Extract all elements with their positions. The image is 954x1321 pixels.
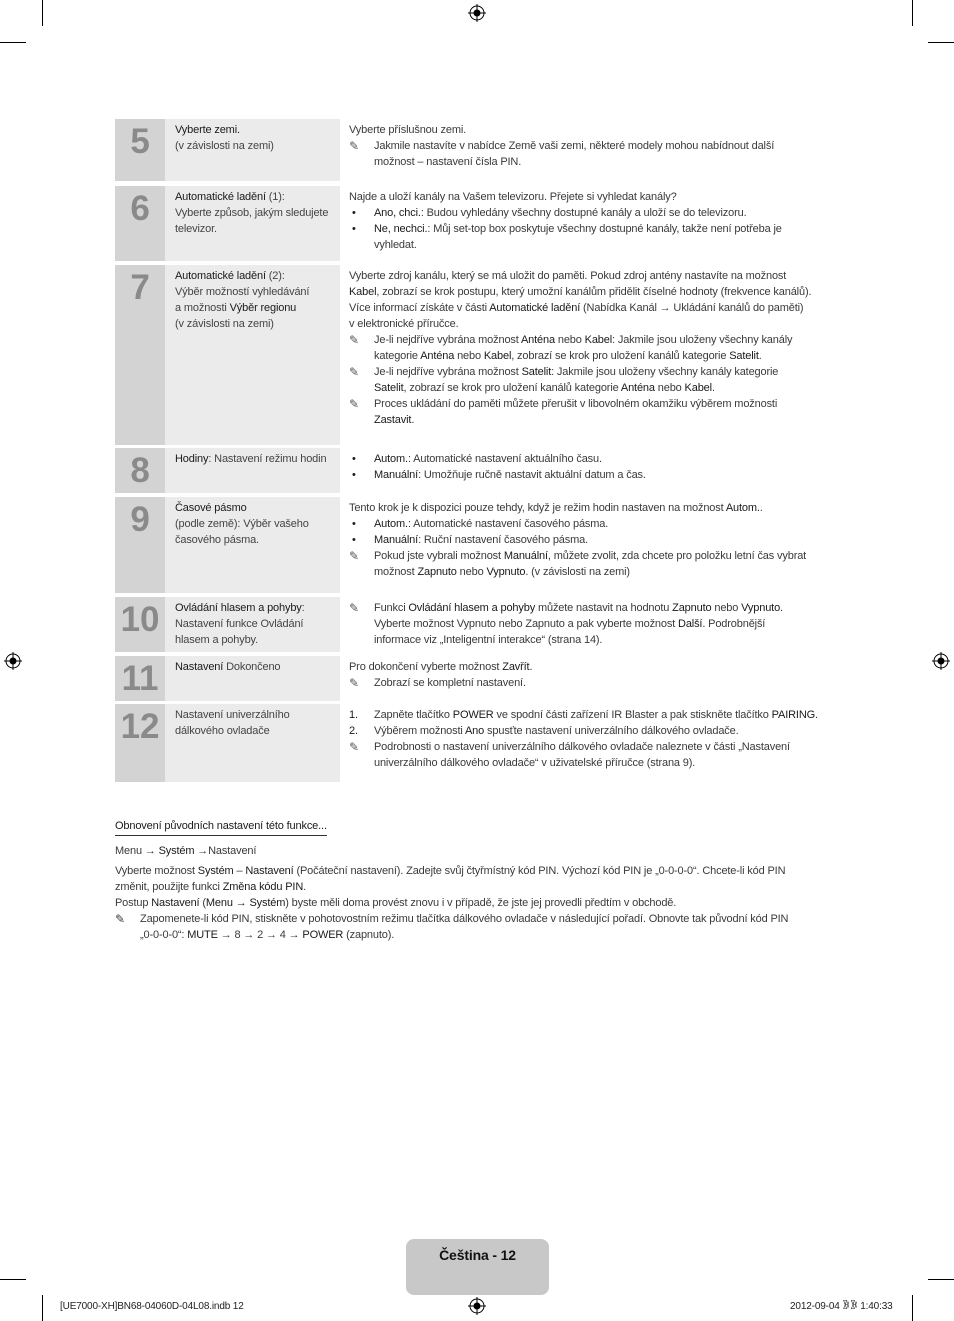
text-line [349,364,827,380]
text-line [349,380,827,396]
text: kategorie [374,350,421,362]
text-line [349,138,827,154]
text: hlasem a pohyby. [175,634,259,646]
bold-text: Autom. [725,502,760,514]
step-description [349,119,827,170]
step-description [349,448,827,483]
step-number: 8 [115,448,165,493]
step-title [165,186,340,261]
crop-mark [0,42,26,43]
text-line [349,723,827,739]
bullet-icon: • [352,469,356,481]
text-line [349,412,827,428]
text-line [175,600,334,616]
text: (Počáteční nastavení). Zadejte svůj čtyřmístný kód PIN. Výchozí kód PIN je „0-0-0-0“. Chcete-li kód PIN [293,865,786,877]
bold-text: MUTE [187,929,218,941]
note-pencil-icon: ✎ [349,139,359,153]
text-line [115,927,835,943]
crop-mark [928,1279,954,1280]
step-number: 7 [115,265,165,445]
text-line [175,300,334,316]
text-line [349,284,827,300]
bold-text: Nastavení [151,897,200,909]
text-line [175,284,334,300]
step-row [115,448,825,493]
text: Nastavení univerzálního [175,709,290,721]
text: →Nastavení [194,845,257,857]
text-line [349,237,827,253]
crop-mark [0,1279,26,1280]
text-line [349,564,827,580]
reset-heading [115,818,835,836]
text: a možnosti [175,302,230,314]
step-number: 9 [115,497,165,593]
text-line [175,532,334,548]
step-description [349,704,827,771]
text: televizor. [175,223,217,235]
bold-text: Ovládání hlasem a pohyby [408,602,536,614]
text: : Jakmile jsou uloženy všechny kanály kategorie [551,366,779,378]
list-number: 1. [349,709,358,721]
text: (v závislosti na zemi) [175,318,274,330]
note-pencil-icon: ✎ [349,740,359,754]
text-line [349,739,827,755]
text: . (v závislosti na zemi) [525,566,630,578]
text-line [175,122,334,138]
registration-mark-icon [4,652,22,670]
text-line [349,659,827,675]
text: (2): [265,270,285,282]
text-line [175,632,334,648]
bold-text: Satelit [374,382,404,394]
text: Pro dokončení vyberte možnost [349,661,503,673]
text: dálkového ovladače [175,725,270,737]
bold-text: Kabel [684,382,712,394]
text: nebo [654,382,685,394]
text-line [115,911,835,927]
note-pencil-icon: ✎ [349,549,359,563]
text-line [349,500,827,516]
text: možnost [374,566,418,578]
text: , zobrazí se krok postupu, který umožní kanálům přidělit číselné hodnoty (frekvence kanálů). [376,286,812,298]
text-line [349,755,827,771]
bold-text: Manuální [374,534,419,546]
print-file-info: [UE7000-XH]BN68-04060D-04L08.indb 12 [60,1301,244,1312]
text: → 8 → 2 → 4 → [217,929,303,941]
text: Najde a uloží kanály na Vašem televizoru. Přejete si vyhledat kanály? [349,191,677,203]
text: můžete nastavit na hodnotu [535,602,673,614]
step-title [165,656,340,701]
note-pencil-icon: ✎ [349,333,359,347]
note-pencil-icon: ✎ [349,676,359,690]
text: : Jakmile jsou uloženy všechny kanály [612,334,793,346]
text: změnit, použijte funkci [115,881,223,893]
step-title [165,265,340,445]
step-description [349,597,827,648]
bold-text: Automatické ladění [175,270,266,282]
text: informace viz „Inteligentní interakce“ (strana 14). [374,634,603,646]
bold-text: Časové pásmo [175,502,247,514]
text: Vyberte možnost [115,865,198,877]
text-line [349,707,827,723]
note-pencil-icon: ✎ [349,365,359,379]
bold-text: Ovládání hlasem a pohyby [175,602,302,614]
text: ( [199,897,206,909]
text: : Umožňuje ručně nastavit aktuální datum a čas. [418,469,646,481]
text: Nastavení funkce Ovládání [175,618,304,630]
text: Tento krok je k dispozici pouze tehdy, když je režim hodin nastaven na možnost [349,502,726,514]
text-line [115,879,835,895]
bold-text: Výběr regionu [229,302,297,314]
text-line [349,675,827,691]
text: (1): [265,191,285,203]
text: , můžete zvolit, zda chcete pro položku letní čas vybrat [547,550,807,562]
bold-text: Změna kódu PIN [222,881,304,893]
text-line [349,316,827,332]
text-line [349,600,827,616]
text: Výběr možností vyhledávání [175,286,310,298]
text: Proces ukládání do paměti můžete přerušit v libovolném okamžiku výběrem možnosti [374,398,778,410]
bold-text: Ne, nechci. [374,223,428,235]
text: (zapnuto). [343,929,395,941]
text: časového pásma. [175,534,259,546]
text: Je-li nejdříve vybrána možnost [374,366,522,378]
text: . [411,414,415,426]
text: ) byste měli doma provést znovu i v případě, že jste jej provedli předtím v obchodě. [285,897,677,909]
text: Menu → [115,845,159,857]
menu-path [115,843,835,859]
text: . [758,350,762,362]
bold-text: Ano, chci. [374,207,421,219]
bold-text: Autom. [374,518,408,530]
text-line [349,154,827,170]
text-line [349,300,827,316]
step-title [165,704,340,782]
text: , zobrazí se krok pro uložení kanálů kategorie [511,350,730,362]
text: – [233,865,246,877]
print-date-info: 2012-09-04 ꐀꐀ 1:40:33 [790,1301,893,1312]
text: : Můj set-top box poskytuje všechny dostupné kanály, takže není potřeba je [427,223,782,235]
text-line [115,895,835,911]
bold-text: Nastavení [175,661,224,673]
crop-mark [912,0,913,26]
text: . [815,709,818,721]
text-line [175,616,334,632]
text-line [175,500,334,516]
text: Dokončeno [223,661,281,673]
text: : [301,602,305,614]
text-line [349,122,827,138]
text: nebo [454,350,484,362]
text: Postup [115,897,152,909]
reset-section [115,818,835,943]
text: (v závislosti na zemi) [175,140,274,152]
text: Podrobnosti o nastavení univerzálního dálkového ovladače naleznete v části „Nastavení [374,741,790,753]
text-line [175,659,334,675]
bold-text: Automatické ladění [489,302,581,314]
text-line [115,863,835,879]
text: v elektronické příručce. [349,318,459,330]
bullet-icon: • [352,453,356,465]
bold-text: Manuální [374,469,419,481]
reset-heading-text: Obnovení původních nastavení této funkce... [115,818,327,836]
text: Vyberte způsob, jakým sledujete [175,207,329,219]
text: Více informací získáte v části [349,302,490,314]
text: Zobrazí se kompletní nastavení. [374,677,526,689]
registration-mark-icon [468,4,486,22]
step-row [115,265,825,445]
bold-text: POWER [452,709,494,721]
text-line [349,616,827,632]
text: : Budou vyhledány všechny dostupné kanály a uloží se do televizoru. [420,207,747,219]
step-title [165,119,340,181]
text-line [349,548,827,564]
text-line [175,221,334,237]
text-line [175,707,334,723]
text: ve spodní části zařízení IR Blaster a pak stiskněte tlačítko [493,709,772,721]
text-line [175,205,334,221]
text: Zapomenete-li kód PIN, stiskněte v pohotovostním režimu tlačítka dálkového ovladače v následující pořadí. Obnovte tak původní kód PIN [140,913,789,925]
step-description [349,656,827,691]
page-number-tab [406,1239,549,1295]
text: , zobrazí se krok pro uložení kanálů kategorie [403,382,621,394]
text: Vyberte možnost Vypnuto nebo Zapnuto a pak vyberte možnost [374,618,679,630]
text: Zapněte tlačítko [374,709,453,721]
bold-text: Kabel [584,334,613,346]
text: . [529,661,533,673]
bold-text: Vypnuto [741,602,781,614]
step-row [115,186,825,261]
text-line [175,268,334,284]
text-line [349,221,827,237]
text-line [349,332,827,348]
bold-text: Ano [465,725,485,737]
bold-text: Hodiny [175,453,209,465]
bold-text: POWER [302,929,344,941]
step-description [349,265,827,428]
text-line [175,138,334,154]
bold-text: Satelit [521,366,552,378]
step-row [115,119,825,181]
bullet-icon: • [352,518,356,530]
step-row [115,497,825,593]
bullet-icon: • [352,223,356,235]
bold-text: Nastavení [245,865,294,877]
text-line [349,205,827,221]
text: . Podrobnější [702,618,766,630]
text: Je-li nejdříve vybrána možnost [374,334,521,346]
text: univerzálního dálkového ovladače“ v uživatelské příručce (strana 9). [374,757,696,769]
text-line [349,189,827,205]
text-line [349,348,827,364]
text: Vyberte zdroj kanálu, který se má uložit do paměti. Pokud zdroj antény nastavíte na možnost [349,270,787,282]
text-line [349,268,827,284]
text-line [349,451,827,467]
bold-text: Vyberte zemi. [175,124,240,136]
text: . [711,382,715,394]
text: nebo [456,566,487,578]
text: vyhledat. [374,239,417,251]
crop-mark [912,1295,913,1321]
crop-mark [928,42,954,43]
bold-text: Menu → Systém [205,897,286,909]
bold-text: Kabel [483,350,512,362]
bold-text: Zapnuto [672,602,712,614]
step-number: 5 [115,119,165,181]
bold-text: Systém [158,845,195,857]
bold-text: Systém [197,865,234,877]
text-line [175,723,334,739]
step-title [165,497,340,593]
step-number: 10 [115,597,165,652]
text: (Nabídka Kanál → Ukládání kanálů do paměti) [580,302,804,314]
text: : Ruční nastavení časového pásma. [418,534,588,546]
step-title [165,597,340,652]
text: Vyberte příslušnou zemi. [349,124,467,136]
step-number: 11 [115,656,165,701]
bullet-icon: • [352,534,356,546]
text: „0-0-0-0“: [140,929,188,941]
bold-text: Zastavit [374,414,412,426]
step-number: 6 [115,186,165,261]
note-pencil-icon: ✎ [115,912,125,926]
text-line [175,451,334,467]
text: Výběrem možnosti [374,725,465,737]
text: spusťte nastavení univerzálního dálkového ovladače. [484,725,739,737]
step-row [115,597,825,652]
bold-text: Automatické ladění [175,191,266,203]
list-number: 2. [349,725,358,737]
bold-text: Autom. [374,453,408,465]
bold-text: Další [678,618,703,630]
text: . [780,602,783,614]
bold-text: Anténa [520,334,555,346]
text: : Automatické nastavení časového pásma. [407,518,609,530]
crop-mark [42,1295,43,1321]
bold-text: Zapnuto [417,566,457,578]
registration-mark-icon [468,1297,486,1315]
reset-body [115,843,835,943]
note-pencil-icon: ✎ [349,397,359,411]
text: nebo [554,334,585,346]
crop-mark [42,0,43,26]
bold-text: Anténa [420,350,455,362]
text: . [303,881,307,893]
step-description [349,186,827,253]
bold-text: Zavřít [502,661,530,673]
text: možnost – nastavení čísla PIN. [374,156,522,168]
text: Funkci [374,602,409,614]
text-line [349,532,827,548]
text-line [349,632,827,648]
text-line [175,516,334,532]
note-pencil-icon: ✎ [349,601,359,615]
text-line [349,396,827,412]
bold-text: Manuální [503,550,548,562]
step-title [165,448,340,493]
text-line [349,467,827,483]
step-description [349,497,827,580]
page-label: Čeština - 12 [439,1247,516,1263]
text: . [759,502,763,514]
text-line [349,516,827,532]
text: : Nastavení režimu hodin [208,453,327,465]
registration-mark-icon [932,652,950,670]
bold-text: Satelit [729,350,759,362]
bold-text: Anténa [620,382,655,394]
step-row [115,656,825,701]
bold-text: Vypnuto [486,566,526,578]
bullet-icon: • [352,207,356,219]
text: (podle země): Výběr vašeho [175,518,309,530]
text: Jakmile nastavíte v nabídce Země vaši zemi, některé modely mohou nabídnout další [374,140,775,152]
text-line [175,189,334,205]
step-row [115,704,825,782]
text: nebo [711,602,742,614]
text: : Automatické nastavení aktuálního času. [407,453,602,465]
text: Pokud jste vybrali možnost [374,550,504,562]
bold-text: PAIRING [771,709,816,721]
step-number: 12 [115,704,165,782]
text-line [175,316,334,332]
bold-text: Kabel [349,286,377,298]
